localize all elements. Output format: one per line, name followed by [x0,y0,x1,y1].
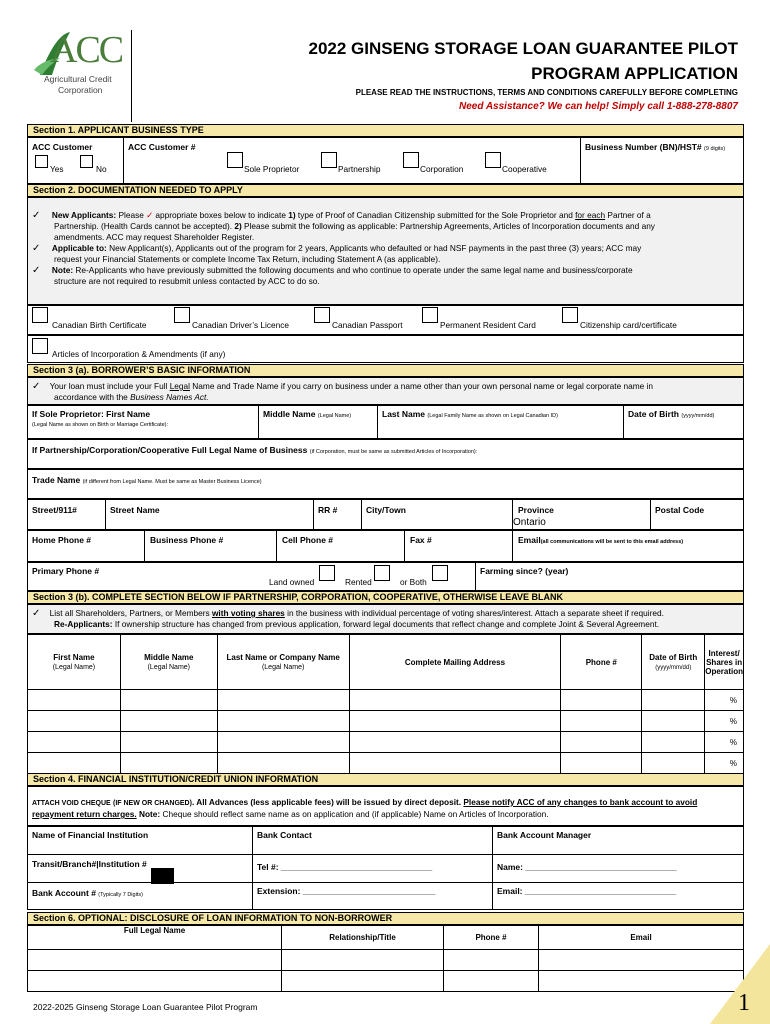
check-icon: ✓ [32,381,41,392]
addr-div-3 [361,499,362,530]
pct-cell: % [705,711,744,732]
dob-text: Date of Birth [628,409,679,419]
attach-u2: repayment return charges. [32,809,137,819]
check-icon: ✓ [32,210,41,221]
extension-field[interactable]: Extension: ____________________________ [257,886,436,896]
manager-email-field[interactable]: Email: ________________________________ [497,886,677,896]
check-icon: ✓ [32,243,41,254]
form-title-line1: 2022 GINSENG STORAGE LOAN GUARANTEE PILOT [308,39,738,58]
acc-customer-number-label: ACC Customer # [128,142,196,152]
s3b-note2-lead: Re-Applicants: [54,619,113,629]
b3-lead: Note: [51,265,74,275]
passport-label: Canadian Passport [332,320,403,330]
manager-name-field[interactable]: Name: ________________________________ [497,862,677,872]
articles-label: Articles of Incorporation & Amendments (if any) [52,349,226,359]
phone-div-4 [512,530,513,562]
new-applicants-lead: New Applicants: [51,210,117,220]
b2-lead: Applicable to: [51,243,107,253]
sole-proprietor-label: Sole Proprietor [244,164,300,174]
b3-line2: structure are not required to resubmit unless contacted by ACC to do so. [54,276,320,286]
trade-note: (if different from Legal Name. Must be same as Master Business Licence) [82,479,262,485]
note1-legal: Legal [169,381,190,391]
s1-divider-1 [123,137,124,184]
email-text: Email [518,535,541,545]
farming-since-label: Farming since? (year) [480,566,569,576]
s3b-note1b: in the business with individual percentage of voting shares/interest. Attach a separate sheet if required. [284,608,664,618]
yes-label: Yes [50,164,64,174]
transit-label: Transit/Branch#|Institution # [32,859,147,869]
table-row[interactable] [28,690,744,711]
col-middle-name [120,635,217,690]
help-line: Need Assistance? We can help! Simply call 1-888-278-8807 [458,101,738,112]
drivers-licence-label: Canadian Driver’s Licence [192,320,290,330]
attach-u: Please notify ACC of any changes to bank account to avoid [463,797,698,807]
instructions-note: PLEASE READ THE INSTRUCTIONS, TERMS AND CONDITIONS CAREFULLY BEFORE COMPLETING [355,88,738,97]
sole-first-name-note: (Legal Name as shown on Birth or Marriage Certificate): [32,422,169,428]
primary-phone-label: Primary Phone # [32,566,100,576]
phone-div-1 [144,530,145,562]
shareholders-table [27,634,744,774]
partnership-checkbox[interactable] [321,152,337,168]
shareholders-note [32,608,664,630]
legal-name-note [32,381,653,403]
acc-customer-yes-checkbox[interactable] [35,155,48,168]
form-title-line2: PROGRAM APPLICATION [531,64,738,83]
dob-label [628,409,714,419]
new-applicants-note [32,210,732,287]
middle-text: Middle Name [263,409,316,419]
name-div-2 [377,405,378,439]
void-cheque-note [32,797,697,820]
business-number-note: (9 digits) [704,146,726,152]
home-phone-label: Home Phone # [32,535,92,545]
note1a: Your loan must include your Full [49,381,170,391]
table-row[interactable] [28,971,744,992]
b1-text-a: Please [116,210,147,220]
attach-note: (IF NEW OR CHANGED) [113,800,192,807]
acc-customer-no-checkbox[interactable] [80,155,93,168]
rented-checkbox[interactable] [374,565,390,581]
last-text: Last Name [382,409,425,419]
check-icon: ✓ [32,608,41,619]
acc-logo [30,30,130,100]
col-h: Relationship/Title [329,933,396,942]
phone-div-3 [404,530,405,562]
account-note: (Typically 7 Digits) [98,892,143,898]
bank-div-2 [492,826,493,910]
institution-name-label: Name of Financial Institution [32,830,149,840]
name-div-3 [623,405,624,439]
check-icon: ✓ [32,265,41,276]
province-value[interactable]: Ontario [513,517,546,528]
middle-name-label [263,409,351,419]
header-divider [131,30,132,122]
corporation-checkbox[interactable] [403,152,419,168]
table-row[interactable] [28,711,744,732]
b3-text: Re-Applicants who have previously submitted the following documents and who continue to operate under the same legal name and business/corporate [73,265,633,275]
articles-checkbox[interactable] [32,338,48,354]
citizenship-card-label: Citizenship card/certificate [580,320,677,330]
trade-text: Trade Name [32,475,81,485]
partnership-text: If Partnership/Corporation/Cooperative Full Legal Name of Business [32,445,308,455]
permanent-resident-checkbox[interactable] [422,307,438,323]
col-h: Phone # [475,933,507,942]
disclosure-header-row [28,926,744,950]
col-phone [561,635,642,690]
col-h: Last Name or Company Name [226,653,340,662]
col-h: Phone # [585,657,617,667]
col-s: (Legal Name) [52,664,96,671]
shareholders-header-row [28,635,744,690]
col-dob [642,635,705,690]
pct-cell: % [705,753,744,774]
col-s: (yyyy/mm/dd) [655,665,692,671]
last-name-label [382,409,558,419]
section-1-header: Section 1. APPLICANT BUSINESS TYPE [27,124,744,137]
col-h: Full Legal Name [123,926,186,935]
or-both-label: or Both [400,577,427,587]
section-4-header: Section 4. FINANCIAL INSTITUTION/CREDIT UNION INFORMATION [27,773,744,786]
logo-mark: ACC [50,29,123,71]
section-3b-header: Section 3 (b). COMPLETE SECTION BELOW IF PARTNERSHIP, CORPORATION, COOPERATIVE, OTHERWISE LEAVE BLANK [27,591,744,604]
col-s: (Legal Name) [261,664,305,671]
col-h: Date of Birth [649,653,698,662]
b1-n2: 2) [234,221,242,231]
rr-label: RR # [318,505,338,515]
postal-code-label: Postal Code [655,505,705,515]
primary-div [475,562,476,591]
street-911-label: Street/911# [32,505,77,515]
pct-cell: % [705,732,744,753]
section-3a-header: Section 3 (a). BORROWER’S BASIC INFORMATION [27,364,744,377]
addr-div-5 [650,499,651,530]
col-h: Complete Mailing Address [404,657,506,667]
b1-text-c: type of Proof of Canadian Citizenship submitted for the Sole Proprietor and [295,210,576,220]
business-phone-label: Business Phone # [150,535,224,545]
b1-each: for each [575,210,606,220]
name-div-1 [258,405,259,439]
business-number-text: Business Number (BN)/HST# [585,142,702,152]
attach-text: ATTACH VOID CHEQUE [32,800,111,807]
sole-proprietor-checkbox[interactable] [227,152,243,168]
page-number: 1 [738,990,750,1016]
citizenship-card-checkbox[interactable] [562,307,578,323]
permanent-resident-label: Permanent Resident Card [440,320,536,330]
footer-text: 2022-2025 Ginseng Storage Loan Guarantee Pilot Program [33,1002,258,1012]
checkmark-icon: ✓ [146,210,154,220]
birth-certificate-label: Canadian Birth Certificate [52,320,147,330]
partnership-note: (if Corporation, must be same as submitted Articles of Incorporation): [309,449,478,455]
birth-certificate-checkbox[interactable] [32,307,48,323]
section-2-header: Section 2. DOCUMENTATION NEEDED TO APPLY [27,184,744,197]
table-row[interactable] [28,732,744,753]
tel-field[interactable]: Tel #: ________________________________ [257,862,433,872]
city-label: City/Town [366,505,406,515]
cell-phone-label: Cell Phone # [282,535,334,545]
col-h: Interest/ Shares in Operation [705,648,743,676]
middle-note: (Legal Name) [317,413,352,419]
b1-line2b: Please submit the following as applicable: Partnership Agreements, Articles of Incorporation documents and any [241,221,655,231]
street-name-label: Street Name [110,505,160,515]
col-h: Middle Name [144,653,194,662]
col-phone [444,926,539,950]
pct-cell: % [705,690,744,711]
b1-text-d: Partner of a [605,210,651,220]
col-s: (Legal Name) [147,664,191,671]
addr-div-1 [105,499,106,530]
s3b-note1a: List all Shareholders, Partners, or Members [49,608,212,618]
addr-div-2 [313,499,314,530]
table-row[interactable] [28,950,744,971]
note2-act: Business Names Act. [130,392,209,402]
phone-div-2 [276,530,277,562]
note2a: accordance with the [54,392,131,402]
acc-customer-label: ACC Customer [32,142,93,152]
note1b: Name and Trade Name if you carry on business under a name other than your own personal name or legal corporate name in [190,381,654,391]
col-interest [705,635,744,690]
province-label: Province [518,505,554,515]
s4-note: Cheque should reflect same name as on application and (if applicable) Name on Articles of Incorporation. [160,809,549,819]
note-lead: Note: [136,809,161,819]
corporation-label: Corporation [420,164,464,174]
bank-hline-1 [27,854,744,855]
both-checkbox[interactable] [432,565,448,581]
b1-line2a: Partnership. (Health Cards cannot be accepted). [54,221,235,231]
land-owned-checkbox[interactable] [319,565,335,581]
bank-div-1 [252,826,253,910]
b1-n1: 1) [288,210,296,220]
account-text: Bank Account # [32,888,96,898]
logo-line1: Agricultural Credit [44,74,112,84]
col-last-name [217,635,349,690]
bank-contact-label: Bank Contact [257,830,312,840]
s1-divider-2 [580,137,581,184]
drivers-licence-checkbox[interactable] [174,307,190,323]
section-6-header: Section 6. OPTIONAL: DISCLOSURE OF LOAN INFORMATION TO NON-BORROWER [27,912,744,925]
attach-b: . All Advances (less applicable fees) will be issued by direct deposit. [191,797,464,807]
rented-label: Rented [345,577,372,587]
bank-hline-2 [27,882,744,883]
business-number-label [585,142,725,152]
col-full-name [28,926,282,950]
b2-text: New Applicant(s), Applicants out of the program for 2 years, Applicants who defaulted or had NSF payments in the past three (3) years; ACC may [106,243,642,253]
b1-text-b: appropriate boxes below to indicate [153,210,289,220]
disclosure-table [27,925,744,992]
cooperative-label: Cooperative [502,164,547,174]
trade-name-label [32,475,262,485]
col-first-name [28,635,121,690]
land-owned-label: Land owned [269,577,315,587]
table-row[interactable] [28,753,744,774]
logo-line2: Corporation [58,85,103,95]
cooperative-checkbox[interactable] [485,152,501,168]
fax-label: Fax # [410,535,432,545]
s3b-note2: If ownership structure has changed from previous application, forward legal documents that reflect change and complete Joint & Several Agreement. [112,619,660,629]
dob-note: (yyyy/mm/dd) [681,413,715,419]
b1-line3: amendments. ACC may request Shareholder Register. [54,232,255,242]
col-h: Email [630,933,652,942]
bank-account-label [32,888,143,898]
redacted-block [151,868,174,884]
email-label [518,535,683,545]
partnership-label: Partnership [338,164,381,174]
sole-first-name-label: If Sole Proprietor: First Name [32,409,151,419]
last-note: (Legal Family Name as shown on Legal Canadian ID) [427,413,558,419]
col-relationship [282,926,444,950]
col-address [349,635,561,690]
s3b-note1-u: with voting shares [211,608,285,618]
b2-line2: request your Financial Statements or complete Income Tax Return, including Statement A (as applicable). [54,254,441,264]
email-note: (all communications will be sent to this email address) [540,539,684,545]
passport-checkbox[interactable] [314,307,330,323]
no-label: No [96,164,107,174]
business-legal-name-label [32,445,477,455]
account-manager-label: Bank Account Manager [497,830,592,840]
col-h: First Name [53,653,95,662]
